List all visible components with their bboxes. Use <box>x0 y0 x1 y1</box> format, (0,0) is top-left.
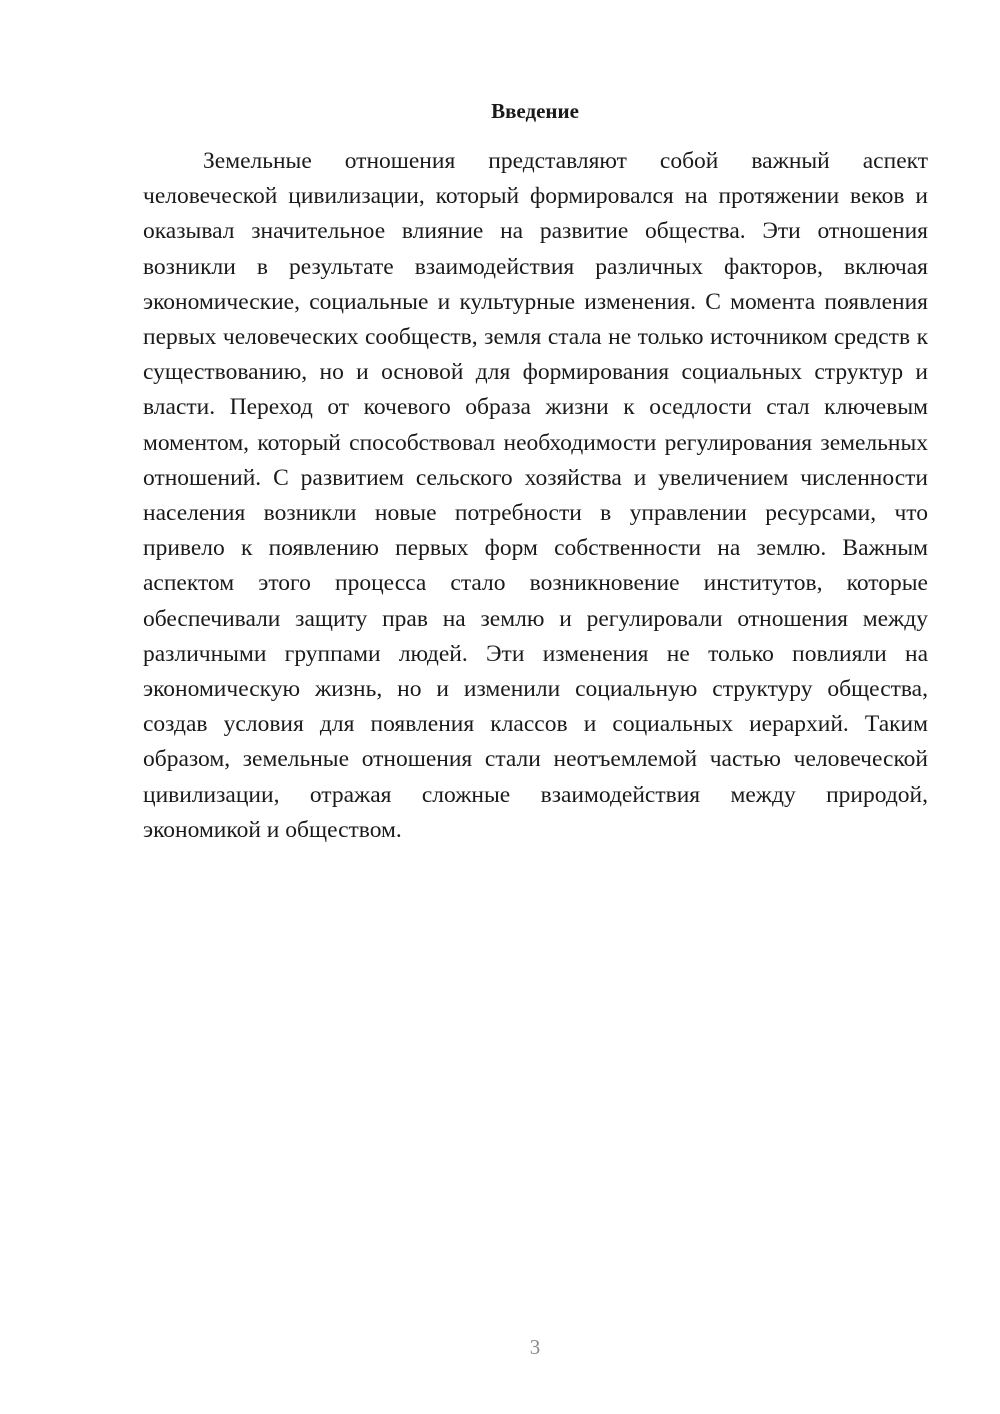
body-paragraph: Земельные отношения представляют собой важный аспект человеческой цивилизации, который формировался на протяжении веков и оказывал значительное влияние на развитие общества. Эти отношения возникли в результате взаимодействия различных факторов, включая экономические, социальные и культурные изменения. С момента появления первых человеческих сообществ, земля стала не только источником средств к существованию, но и основой для формирования социальных структур и власти. Переход от кочевого образа жизни к оседлости стал ключевым моментом, который способствовал необходимости регулирования земельных отношений. С развитием сельского хозяйства и увеличением численности населения возникли новые потребности в управлении ресурсами, что привело к появлению первых форм собственности на землю. Важным аспектом этого процесса стало возникновение институтов, которые обеспечивали защиту прав на землю и регулировали отношения между различными группами людей. Эти изменения не только повлияли на экономическую жизнь, но и изменили социальную структуру общества, создав условия для появления классов и социальных иерархий. Таким образом, земельные отношения стали неотъемлемой частью человеческой цивилизации, отражая сложные взаимодействия между природой, экономикой и обществом. <box>143 148 928 843</box>
section-heading: Введение <box>491 99 579 123</box>
page-number: 3 <box>529 1335 541 1359</box>
